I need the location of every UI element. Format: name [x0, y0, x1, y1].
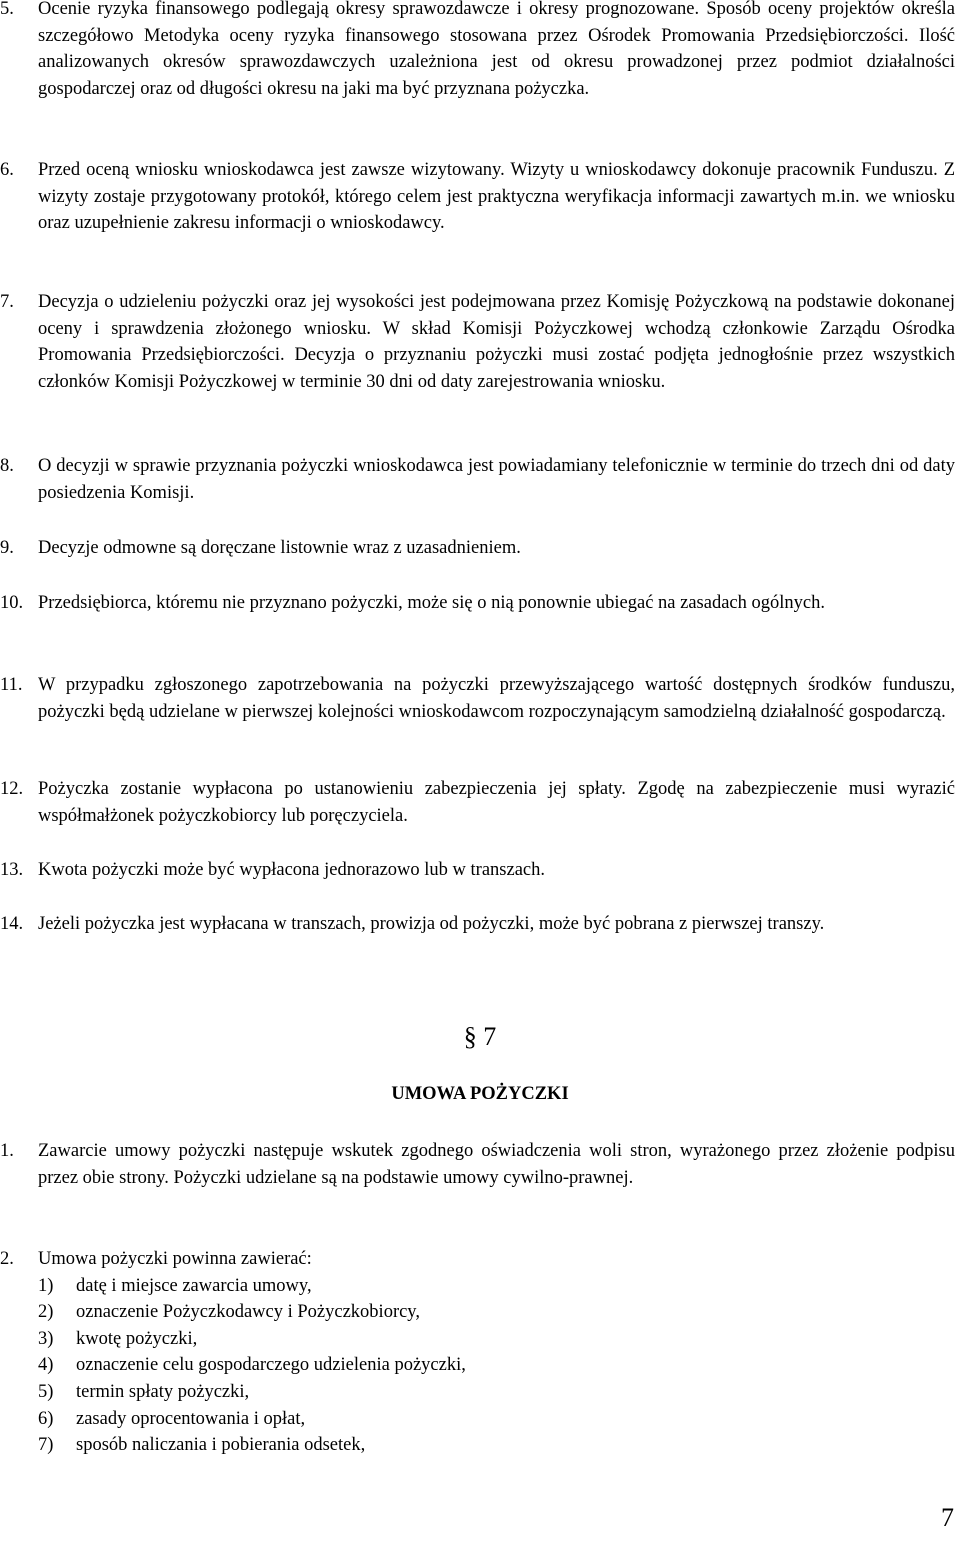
list-item-text: oznaczenie celu gospodarczego udzielenia pożyczki, [76, 1355, 466, 1376]
list-item [38, 1406, 955, 1433]
paragraph-7 [0, 289, 955, 395]
paragraph-number: 12. [0, 779, 24, 799]
paragraph-text: Przedsiębiorca, któremu nie przyznano pożyczki, może się o nią ponownie ubiegać na zasadach ogólnych. [38, 593, 825, 613]
paragraph-number: 10. [0, 593, 24, 613]
list-item [38, 1299, 955, 1326]
paragraph-text: Pożyczka zostanie wypłacona po ustanowieniu zabezpieczenia jej spłaty. Zgodę na zabezpieczenie musi wyrazić współmałżonek pożyczkobiorcy lub poręczyciela. [38, 779, 955, 826]
paragraph-text: Przed oceną wniosku wnioskodawca jest zawsze wizytowany. Wizyty u wnioskodawcy dokonuje pracownik Funduszu. Z wizyty zostaje przygotowany protokół, którego celem jest praktyczna weryfikacja informacji zawartych m.in. we wniosku oraz uzupełnienie zakresu informacji o wnioskodawcy. [38, 160, 955, 234]
list-item-text: sposób naliczania i pobierania odsetek, [76, 1435, 366, 1456]
paragraph-number: 5. [0, 0, 14, 19]
paragraph-5 [0, 0, 955, 102]
paragraph-number: 11. [0, 675, 23, 695]
paragraph-number: 7. [0, 292, 14, 312]
paragraph-text: Zawarcie umowy pożyczki następuje wskutek zgodnego oświadczenia woli stron, wyrażonego przez złożenie podpisu przez obie strony. Pożyczki udzielane są na podstawie umowy cywilno-prawnej. [38, 1141, 955, 1188]
list-item-text: kwotę pożyczki, [76, 1328, 198, 1349]
section-title: UMOWA POŻYCZKI [391, 1084, 569, 1104]
list-item [38, 1379, 955, 1406]
paragraph-text: W przypadku zgłoszonego zapotrzebowania na pożyczki przewyższającego wartość dostępnych środków funduszu, pożyczki będą udzielane w pierwszej kolejności wnioskodawcom rozpoczynającym samodzielną działalność gospodarczą. [38, 675, 955, 722]
list-item-text: oznaczenie Pożyczkodawcy i Pożyczkobiorcy, [76, 1302, 420, 1323]
paragraph-text: O decyzji w sprawie przyznania pożyczki wnioskodawca jest powiadamiany telefonicznie w terminie do trzech dni od daty posiedzenia Komisji. [38, 456, 955, 503]
contract-elements-list [38, 1273, 955, 1459]
list-item-text: zasady oprocentowania i opłat, [76, 1408, 306, 1429]
list-item-number: 3) [38, 1328, 54, 1349]
paragraph-text: Decyzje odmowne są doręczane listownie wraz z uzasadnieniem. [38, 538, 521, 558]
paragraph-number: 2. [0, 1249, 14, 1269]
paragraph-body [38, 1246, 955, 1459]
paragraph-number: 9. [0, 538, 14, 558]
paragraph-12 [0, 776, 955, 829]
paragraph-text: Jeżeli pożyczka jest wypłacana w transzach, prowizja od pożyczki, może być pobrana z pierwszej transzy. [38, 914, 825, 934]
paragraph-9 [0, 535, 955, 562]
paragraph-number: 6. [0, 160, 14, 180]
list-item [38, 1326, 955, 1353]
paragraph-6 [0, 157, 955, 237]
paragraph-text: Decyzja o udzieleniu pożyczki oraz jej wysokości jest podejmowana przez Komisję Pożyczkową na podstawie dokonanej oceny i sprawdzenia złożonego wniosku. W skład Komisji Pożyczkowej wchodzą członkowie Zarządu Ośrodka Promowania Przedsiębiorczości. Decyzja o przyznaniu pożyczki musi zostać podjęta jednogłośnie przez wszystkich członków Komisji Pożyczkowej w terminie 30 dni od daty zarejestrowania wniosku. [38, 292, 955, 392]
paragraph-13 [0, 857, 955, 884]
umowa-paragraph-2 [0, 1246, 955, 1459]
paragraph-number: 8. [0, 456, 14, 476]
list-item-number: 1) [38, 1275, 54, 1296]
list-item-text: termin spłaty pożyczki, [76, 1381, 250, 1402]
paragraph-14 [0, 911, 955, 938]
list-item [38, 1273, 955, 1300]
paragraph-text: Ocenie ryzyka finansowego podlegają okresy sprawozdawcze i okresy prognozowane. Sposób oceny projektów określa szczegółowo Metodyka oceny ryzyka finansowego stosowana przez Ośrodek Promowania Przedsiębiorczości. Ilość analizowanych okresów sprawozdawczych uzależniona jest od okresu prowadzonej przez podmiot działalności gospodarczej oraz od długości okresu na jaki ma być przyznana pożyczka. [38, 0, 955, 99]
paragraph-number: 1. [0, 1141, 14, 1161]
paragraph-10 [0, 590, 955, 617]
list-item-number: 7) [38, 1435, 54, 1456]
paragraph-8 [0, 453, 955, 506]
paragraph-11 [0, 672, 955, 725]
list-item-number: 2) [38, 1302, 54, 1323]
list-item-number: 4) [38, 1355, 54, 1376]
paragraph-text: Kwota pożyczki może być wypłacona jednorazowo lub w transzach. [38, 860, 546, 880]
paragraph-text: Umowa pożyczki powinna zawierać: [38, 1249, 312, 1269]
paragraph-number: 13. [0, 860, 24, 880]
paragraph-number: 14. [0, 914, 24, 934]
page-number: 7 [941, 1503, 954, 1532]
umowa-paragraph-1 [0, 1138, 955, 1191]
list-item-number: 6) [38, 1408, 54, 1429]
list-item [38, 1432, 955, 1459]
list-item-text: datę i miejsce zawarcia umowy, [76, 1275, 312, 1296]
section-sign: § 7 [463, 1022, 497, 1051]
list-item-number: 5) [38, 1381, 54, 1402]
list-item [38, 1352, 955, 1379]
